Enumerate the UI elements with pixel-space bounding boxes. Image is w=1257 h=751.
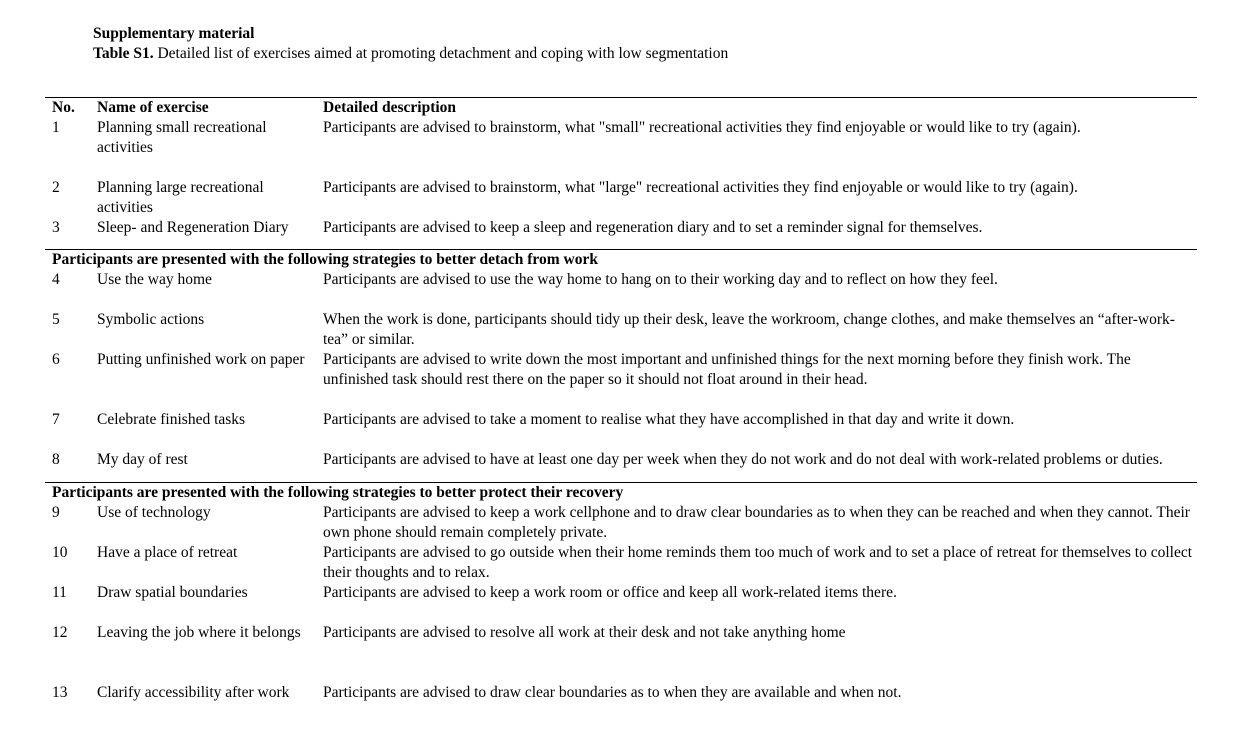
cell-exercise-name: Sleep- and Regeneration Diary: [97, 219, 289, 236]
cell-exercise-name: Use the way home: [97, 271, 212, 288]
cell-number: 5: [52, 311, 60, 328]
table-row: [45, 218, 1197, 250]
cell-number: 7: [52, 411, 60, 428]
cell-description: Participants are advised to brainstorm, what "large" recreational activities they find enjoyable or would like to try (again).: [323, 179, 1078, 196]
table-caption-text: Detailed list of exercises aimed at promoting detachment and coping with low segmentation: [153, 45, 729, 62]
section-heading-row: [45, 250, 1197, 271]
cell-number: 11: [52, 584, 67, 601]
section-heading-row: [45, 483, 1197, 504]
table-row: [45, 503, 1197, 543]
cell-number: 2: [52, 179, 60, 196]
supplementary-title: Supplementary material: [93, 25, 255, 42]
table-row: [45, 118, 1197, 178]
table-label: Table S1.: [93, 45, 154, 62]
cell-exercise-name: Symbolic actions: [97, 311, 205, 328]
table-row: [45, 410, 1197, 450]
cell-number: 6: [52, 351, 60, 368]
table-row: [45, 683, 1197, 723]
table-row: [45, 623, 1197, 683]
exercise-table-container: [45, 97, 1197, 723]
column-header-no: No.: [52, 99, 75, 116]
table-row: [45, 310, 1197, 350]
cell-exercise-name: Clarify accessibility after work: [97, 684, 290, 701]
cell-description: Participants are advised to use the way home to hang on to their working day and to reflect on how they feel.: [323, 271, 998, 288]
column-header-description: Detailed description: [323, 99, 457, 116]
cell-exercise-name: Use of technology: [97, 504, 211, 521]
cell-number: 8: [52, 451, 60, 468]
section-heading: Participants are presented with the following strategies to better protect their recovery: [52, 484, 624, 501]
cell-description: Participants are advised to resolve all work at their desk and not take anything home: [323, 624, 846, 641]
cell-exercise-name: My day of rest: [97, 451, 188, 468]
table-row: [45, 543, 1197, 583]
cell-exercise-name: Draw spatial boundaries: [97, 584, 248, 601]
table-row: [45, 350, 1197, 410]
cell-description: Participants are advised to go outside when their home reminds them too much of work and to set a place of retreat for themselves to collect their thoughts and to relax.: [323, 544, 1193, 581]
table-row: [45, 178, 1197, 218]
cell-number: 13: [52, 684, 68, 701]
exercise-table: [45, 97, 1197, 723]
table-heading: [93, 24, 728, 64]
cell-number: 9: [52, 504, 60, 521]
table-caption: [93, 44, 728, 64]
cell-description: Participants are advised to draw clear boundaries as to when they are available and when not.: [323, 684, 902, 701]
cell-description: Participants are advised to brainstorm, what "small" recreational activities they find enjoyable or would like to try (again).: [323, 119, 1081, 136]
cell-description: Participants are advised to take a moment to realise what they have accomplished in that day and write it down.: [323, 411, 1015, 428]
column-header-name: Name of exercise: [97, 99, 209, 116]
cell-number: 12: [52, 624, 68, 641]
cell-description: When the work is done, participants should tidy up their desk, leave the workroom, change clothes, and make themselves an “after-work-tea” or similar.: [323, 311, 1175, 348]
cell-number: 3: [52, 219, 60, 236]
table-header-row: [45, 98, 1197, 119]
cell-exercise-name: Planning small recreational activities: [97, 119, 267, 156]
cell-description: Participants are advised to keep a sleep and regeneration diary and to set a reminder signal for themselves.: [323, 219, 983, 236]
cell-exercise-name: Celebrate finished tasks: [97, 411, 246, 428]
table-row: [45, 450, 1197, 483]
cell-number: 4: [52, 271, 60, 288]
table-row: [45, 583, 1197, 623]
section-heading: Participants are presented with the following strategies to better detach from work: [52, 251, 598, 268]
cell-exercise-name: Have a place of retreat: [97, 544, 238, 561]
cell-number: 1: [52, 119, 60, 136]
cell-exercise-name: Putting unfinished work on paper: [97, 351, 305, 368]
cell-description: Participants are advised to keep a work room or office and keep all work-related items there.: [323, 584, 897, 601]
table-row: [45, 270, 1197, 310]
cell-description: Participants are advised to have at least one day per week when they do not work and do not deal with work-related problems or duties.: [323, 451, 1163, 468]
cell-number: 10: [52, 544, 68, 561]
cell-exercise-name: Leaving the job where it belongs: [97, 624, 301, 641]
cell-exercise-name: Planning large recreational activities: [97, 179, 264, 216]
table-body: [45, 118, 1197, 723]
cell-description: Participants are advised to keep a work cellphone and to draw clear boundaries as to when they can be reached and when they cannot. Their own phone should remain completely private.: [323, 504, 1190, 541]
cell-description: Participants are advised to write down the most important and unfinished things for the next morning before they finish work. The unfinished task should rest there on the paper so it should not float around in their head.: [323, 351, 1131, 388]
